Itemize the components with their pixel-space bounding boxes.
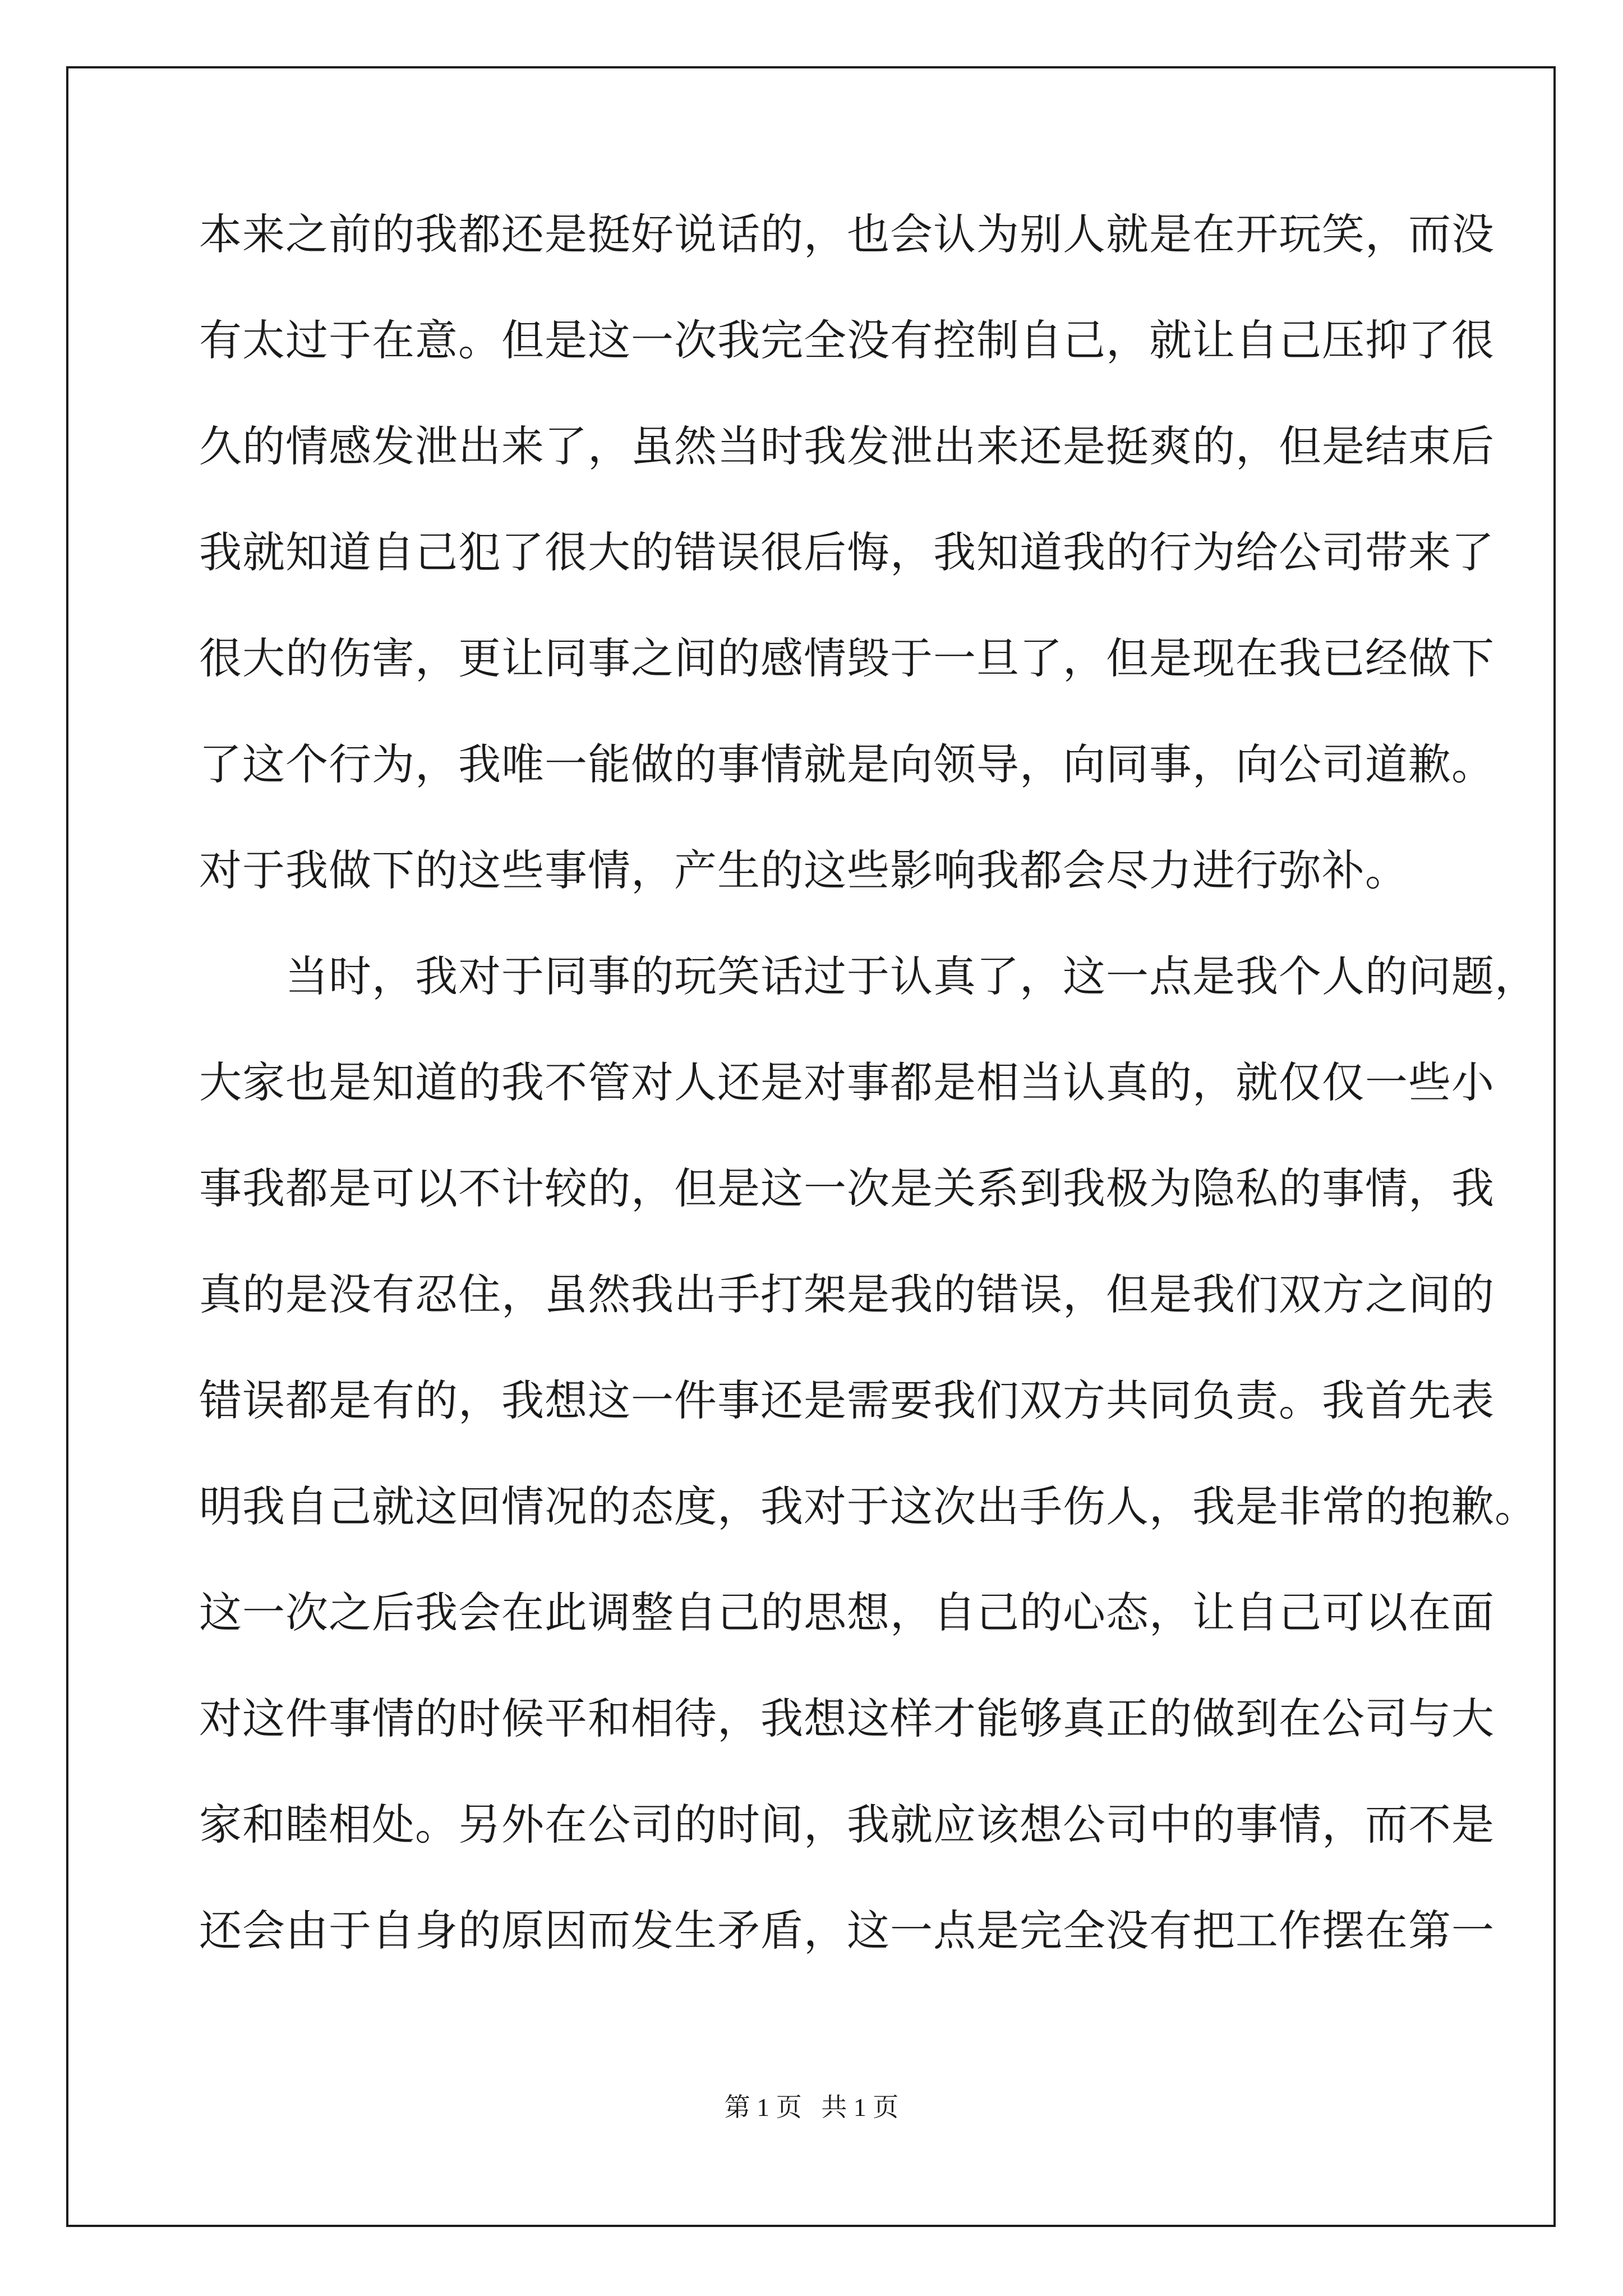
text-line: 大家也是知道的我不管对人还是对事都是相当认真的，就仅仅一些小 [199,1057,1495,1107]
text-line: 这一次之后我会在此调整自己的思想，自己的心态，让自己可以在面 [199,1588,1495,1637]
text-line: 久的情感发泄出来了，虽然当时我发泄出来还是挺爽的，但是结束后 [199,421,1495,471]
text-line: 了这个行为，我唯一能做的事情就是向领导，向同事，向公司道歉。 [199,739,1495,789]
text-line: 家和睦相处。另外在公司的时间，我就应该想公司中的事情，而不是 [199,1800,1495,1849]
text-line: 本来之前的我都还是挺好说话的，也会认为别人就是在开玩笑，而没 [199,209,1495,259]
text-line: 对这件事情的时候平和相待，我想这样才能够真正的做到在公司与大 [199,1694,1495,1743]
text-line: 真的是没有忍住，虽然我出手打架是我的错误，但是我们双方之间的 [199,1269,1495,1319]
text-line: 还会由于自身的原因而发生矛盾，这一点是完全没有把工作摆在第一 [199,1906,1495,1955]
text-line: 当时，我对于同事的玩笑话过于认真了，这一点是我个人的问题， [199,951,1538,1001]
text-line: 很大的伤害，更让同事之间的感情毁于一旦了，但是现在我已经做下 [199,633,1495,683]
page-number-footer: 第 1 页 共 1 页 [724,2093,899,2122]
text-line: 有太过于在意。但是这一次我完全没有控制自己，就让自己压抑了很 [199,315,1495,365]
text-line: 事我都是可以不计较的，但是这一次是关系到我极为隐私的事情，我 [199,1163,1495,1213]
text-line: 对于我做下的这些事情，产生的这些影响我都会尽力进行弥补。 [199,845,1408,895]
text-line: 我就知道自己犯了很大的错误很后悔，我知道我的行为给公司带来了 [199,527,1495,577]
text-line: 明我自己就这回情况的态度，我对于这次出手伤人，我是非常的抱歉。 [199,1481,1538,1531]
document-body [199,209,1538,2016]
text-line: 错误都是有的，我想这一件事还是需要我们双方共同负责。我首先表 [199,1375,1495,1425]
